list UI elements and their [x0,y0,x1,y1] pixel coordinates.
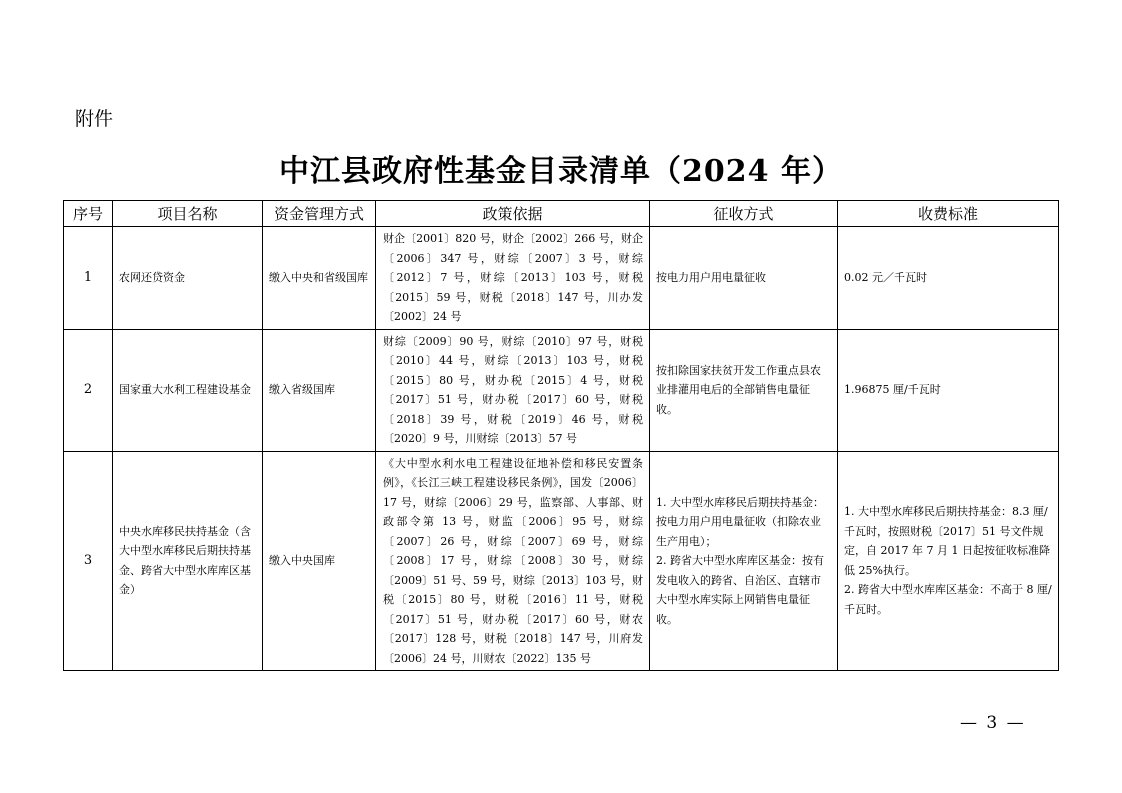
header-name: 项目名称 [113,201,263,227]
row-seq: 2 [64,329,113,451]
row-seq: 3 [64,451,113,671]
table-row [64,227,1059,330]
row-standard: 0.02 元／千瓦时 [838,227,1059,330]
row-management: 缴入中央国库 [263,451,376,671]
standard-line: 2. 跨省大中型水库库区基金：不高于 8 厘/千瓦时。 [844,583,1052,616]
header-seq: 序号 [64,201,113,227]
table-header-row [64,201,1059,227]
header-basis: 政策依据 [376,201,650,227]
standard-line: 1. 大中型水库移民后期扶持基金：8.3 厘/千瓦时，按照财税〔2017〕51 号文件规定，自 2017 年 7 月 1 日起按征收标准降低 25%执行。 [844,505,1050,577]
row-standard: 1.96875 厘/千瓦时 [838,329,1059,451]
row-name: 农网还贷资金 [113,227,263,330]
row-name: 国家重大水利工程建设基金 [113,329,263,451]
collection-line: 2. 跨省大中型水库库区基金：按有发电收入的跨省、自治区、直辖市大中型水库实际上网销售电量征收。 [656,554,824,626]
row-collection: 按扣除国家扶贫开发工作重点县农业排灌用电后的全部销售电量征收。 [650,329,838,451]
attachment-label: 附件 [75,108,114,130]
header-standard: 收费标准 [838,201,1059,227]
fund-catalog-table [63,200,1059,671]
table-row [64,451,1059,671]
header-management: 资金管理方式 [263,201,376,227]
row-collection: 按电力用户用电量征收 [650,227,838,330]
row-standard [838,451,1059,671]
page-title: 中江县政府性基金目录清单（2024 年） [279,154,843,189]
row-management: 缴入中央和省级国库 [263,227,376,330]
row-collection [650,451,838,671]
row-management: 缴入省级国库 [263,329,376,451]
row-basis: 《大中型水利水电工程建设征地补偿和移民安置条例》，《长江三峡工程建设移民条例》，国发〔2006〕17 号，财综〔2006〕29 号，监察部、人事部、财政部令第 13 号，财监〔2006〕95 号，财综〔2007〕26 号，财综〔2007〕69 号，财综〔2008〕17 号，财综〔2008〕30 号，财综〔2009〕51 号、59 号，财综〔2013〕103 号，财税〔2015〕80 号，财税〔2016〕11 号，财税〔2017〕51 号，财办税〔2017〕60 号，财农〔2017〕128 号，财税〔2018〕147 号，川府发〔2006〕24 号，川财农〔2022〕135 号 [376,451,650,671]
row-seq: 1 [64,227,113,330]
header-collection: 征收方式 [650,201,838,227]
row-basis: 财企〔2001〕820 号，财企〔2002〕266 号，财企〔2006〕347 号，财综〔2007〕3 号，财综〔2012〕7 号，财综〔2013〕103 号，财税〔2015〕59 号，财税〔2018〕147 号，川办发〔2002〕24 号 [376,227,650,330]
table-row [64,329,1059,451]
row-basis: 财综〔2009〕90 号，财综〔2010〕97 号，财税〔2010〕44 号，财综〔2013〕103 号，财税〔2015〕80 号，财办税〔2015〕4 号，财税〔2017〕51 号，财办税〔2017〕60 号，财税〔2018〕39 号，财税〔2019〕46 号，财税〔2020〕9 号，川财综〔2013〕57 号 [376,329,650,451]
row-name: 中央水库移民扶持基金（含大中型水库移民后期扶持基金、跨省大中型水库库区基金） [113,451,263,671]
page-number: — 3 — [960,713,1026,733]
collection-line: 1. 大中型水库移民后期扶持基金：按电力用户用电量征收（扣除农业生产用电）； [656,495,824,548]
